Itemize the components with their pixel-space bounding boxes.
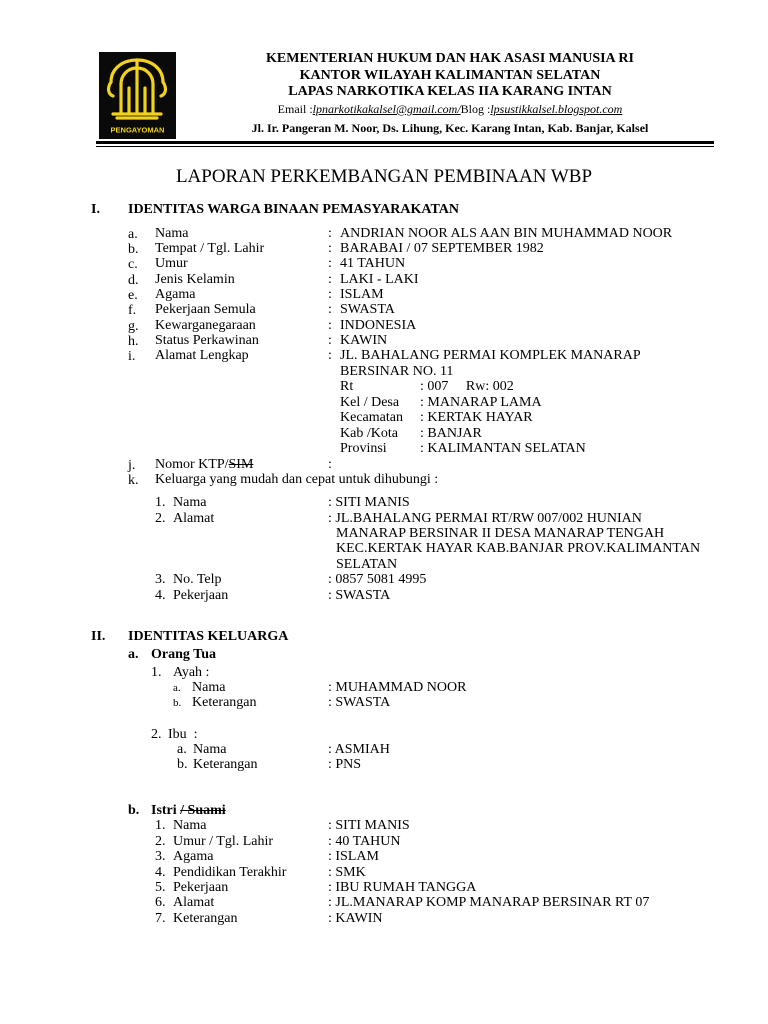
- item-colon: :: [328, 272, 332, 287]
- spouse-row-label: Keterangan: [173, 911, 238, 926]
- address-detail-value: : BANJAR: [420, 426, 482, 441]
- contact-value: : SITI MANIS: [328, 495, 410, 510]
- address-detail-label: Rt: [340, 379, 354, 394]
- mother-row-value: : PNS: [328, 757, 362, 772]
- spouse-row-label: Pekerjaan: [173, 880, 229, 895]
- email-link[interactable]: lpnarkotikakalsel@gmail.com/: [312, 102, 461, 116]
- item-colon: :: [328, 333, 332, 348]
- spouse-row-number: 7.: [155, 911, 166, 926]
- header-ministry: KEMENTERIAN HUKUM DAN HAK ASASI MANUSIA RI: [266, 51, 634, 66]
- item-letter: f.: [128, 303, 137, 318]
- ktp-label-struck: SIM: [228, 457, 254, 472]
- parents-letter: a.: [128, 647, 139, 662]
- item-letter: j.: [128, 458, 136, 473]
- document-title: LAPORAN PERKEMBANGAN PEMBINAAN WBP: [175, 166, 593, 187]
- spouse-row-label: Umur / Tgl. Lahir: [173, 834, 274, 849]
- item-value: BARABAI / 07 SEPTEMBER 1982: [340, 241, 544, 256]
- section-1-number: I.: [91, 202, 100, 217]
- ktp-label-text: Nomor KTP/: [155, 457, 229, 472]
- item-colon: :: [328, 287, 332, 302]
- header-contact-line: [190, 102, 710, 117]
- header-divider-thick: [96, 141, 714, 144]
- header-divider-thin: [96, 146, 714, 147]
- ktp-label: [155, 457, 253, 473]
- mother-row-value: : ASMIAH: [328, 742, 390, 757]
- item-label: Agama: [155, 287, 196, 302]
- address-detail-label: Kab /Kota: [340, 426, 398, 441]
- item-colon: :: [328, 226, 332, 241]
- item-letter: i.: [128, 349, 136, 364]
- item-colon: :: [328, 241, 332, 256]
- contact-number: 3.: [155, 572, 166, 587]
- address-continuation: BERSINAR NO. 11: [340, 364, 454, 379]
- spouse-row-number: 3.: [155, 849, 166, 864]
- spouse-row-value: : KAWIN: [328, 911, 383, 926]
- item-colon: :: [328, 348, 332, 363]
- address-detail-label: Provinsi: [340, 441, 387, 456]
- address-detail-value: : KALIMANTAN SELATAN: [420, 441, 586, 456]
- item-letter: e.: [128, 288, 138, 303]
- contact-address-continuation: KEC.KERTAK HAYAR KAB.BANJAR PROV.KALIMANTAN: [336, 541, 701, 556]
- item-label: Jenis Kelamin: [155, 272, 235, 287]
- contact-number: 4.: [155, 588, 166, 603]
- contact-value: : 0857 5081 4995: [328, 572, 427, 587]
- spouse-row-number: 5.: [155, 880, 166, 895]
- item-colon: :: [328, 256, 332, 271]
- spouse-row-label: Agama: [173, 849, 214, 864]
- item-letter: c.: [128, 257, 138, 272]
- father-row-letter: a.: [173, 682, 181, 694]
- item-letter: h.: [128, 334, 139, 349]
- email-label: Email :: [277, 102, 313, 116]
- contact-label: No. Telp: [173, 572, 222, 587]
- item-value: ISLAM: [340, 287, 384, 302]
- father-row-value: : SWASTA: [328, 695, 391, 710]
- address-detail-label: Kel / Desa: [340, 395, 400, 410]
- spouse-heading: [151, 803, 226, 819]
- section-2-number: II.: [91, 629, 106, 644]
- father-row-value: : MUHAMMAD NOOR: [328, 680, 467, 695]
- item-label: Alamat Lengkap: [155, 348, 249, 363]
- contact-number: 2.: [155, 511, 166, 526]
- section-2-title: IDENTITAS KELUARGA: [128, 629, 289, 644]
- item-letter: d.: [128, 273, 139, 288]
- item-label: Tempat / Tgl. Lahir: [155, 241, 265, 256]
- item-label: Umur: [155, 256, 188, 271]
- spouse-row-label: Nama: [173, 818, 207, 833]
- address-detail-label: Kecamatan: [340, 410, 403, 425]
- header-address: Jl. Ir. Pangeran M. Noor, Ds. Lihung, Kec. Karang Intan, Kab. Banjar, Kalsel: [251, 121, 649, 135]
- header-institution: LAPAS NARKOTIKA KELAS IIA KARANG INTAN: [288, 84, 612, 99]
- spouse-row-number: 6.: [155, 895, 166, 910]
- header-regional-office: KANTOR WILAYAH KALIMANTAN SELATAN: [299, 68, 601, 83]
- item-letter: a.: [128, 227, 138, 242]
- address-detail-value: : MANARAP LAMA: [420, 395, 542, 410]
- contact-address-continuation: SELATAN: [336, 557, 398, 572]
- spouse-row-label: Alamat: [173, 895, 215, 910]
- spouse-row-value: : JL.MANARAP KOMP MANARAP BERSINAR RT 07: [328, 895, 650, 910]
- address-detail-value: : 007 Rw: 002: [420, 379, 514, 394]
- item-value: LAKI - LAKI: [340, 272, 419, 287]
- spouse-heading-text: Istri: [151, 803, 181, 818]
- father-row-label: Keterangan: [192, 695, 257, 710]
- spouse-row-value: : ISLAM: [328, 849, 379, 864]
- address-detail-value: : KERTAK HAYAR: [420, 410, 533, 425]
- father-number: 1.: [151, 665, 162, 680]
- blog-label: Blog :: [460, 102, 491, 116]
- item-letter: b.: [128, 242, 139, 257]
- section-1-title: IDENTITAS WARGA BINAAN PEMASYARAKATAN: [128, 202, 459, 217]
- item-label: Pekerjaan Semula: [155, 302, 256, 317]
- mother-row-letter: b.: [177, 757, 188, 772]
- pengayoman-logo: [99, 52, 176, 139]
- spouse-row-number: 4.: [155, 865, 166, 880]
- contact-label: Nama: [173, 495, 207, 510]
- mother-row-letter: a.: [177, 742, 187, 757]
- spouse-row-label: Pendidikan Terakhir: [173, 865, 287, 880]
- item-value: INDONESIA: [340, 318, 417, 333]
- item-colon: :: [328, 457, 332, 472]
- contact-value: : SWASTA: [328, 588, 391, 603]
- father-heading: Ayah :: [173, 665, 210, 680]
- contact-label: Alamat: [173, 511, 215, 526]
- item-letter: g.: [128, 319, 139, 334]
- item-colon: :: [328, 302, 332, 317]
- item-label: Kewarganegaraan: [155, 318, 256, 333]
- family-contact-heading: Keluarga yang mudah dan cepat untuk dihubungi :: [155, 472, 439, 487]
- spouse-row-value: : SMK: [328, 865, 366, 880]
- mother-heading: Ibu :: [168, 727, 198, 742]
- item-value: JL. BAHALANG PERMAI KOMPLEK MANARAP: [340, 348, 641, 363]
- spouse-row-number: 1.: [155, 818, 166, 833]
- item-value: ANDRIAN NOOR ALS AAN BIN MUHAMMAD NOOR: [340, 226, 673, 241]
- item-colon: :: [328, 318, 332, 333]
- mother-row-label: Nama: [193, 742, 227, 757]
- parents-heading: Orang Tua: [151, 647, 216, 662]
- spouse-row-value: : 40 TAHUN: [328, 834, 401, 849]
- item-value: SWASTA: [340, 302, 395, 317]
- item-letter: k.: [128, 473, 139, 488]
- contact-address-continuation: MANARAP BERSINAR II DESA MANARAP TENGAH: [336, 526, 665, 541]
- spouse-letter: b.: [128, 803, 140, 818]
- item-value: 41 TAHUN: [340, 256, 406, 271]
- item-label: Nama: [155, 226, 189, 241]
- spouse-heading-struck: / Suami: [180, 803, 226, 818]
- spouse-row-value: : SITI MANIS: [328, 818, 410, 833]
- logo-text: PENGAYOMAN: [110, 125, 165, 135]
- item-value: KAWIN: [340, 333, 388, 348]
- mother-number: 2.: [151, 727, 162, 742]
- contact-value: : JL.BAHALANG PERMAI RT/RW 007/002 HUNIAN: [328, 511, 642, 526]
- contact-number: 1.: [155, 495, 166, 510]
- father-row-label: Nama: [192, 680, 226, 695]
- spouse-row-value: : IBU RUMAH TANGGA: [328, 880, 477, 895]
- contact-label: Pekerjaan: [173, 588, 229, 603]
- father-row-letter: b.: [173, 697, 182, 709]
- mother-row-label: Keterangan: [193, 757, 258, 772]
- blog-link[interactable]: lpsustikkalsel.blogspot.com: [490, 102, 623, 116]
- item-label: Status Perkawinan: [155, 333, 259, 348]
- spouse-row-number: 2.: [155, 834, 166, 849]
